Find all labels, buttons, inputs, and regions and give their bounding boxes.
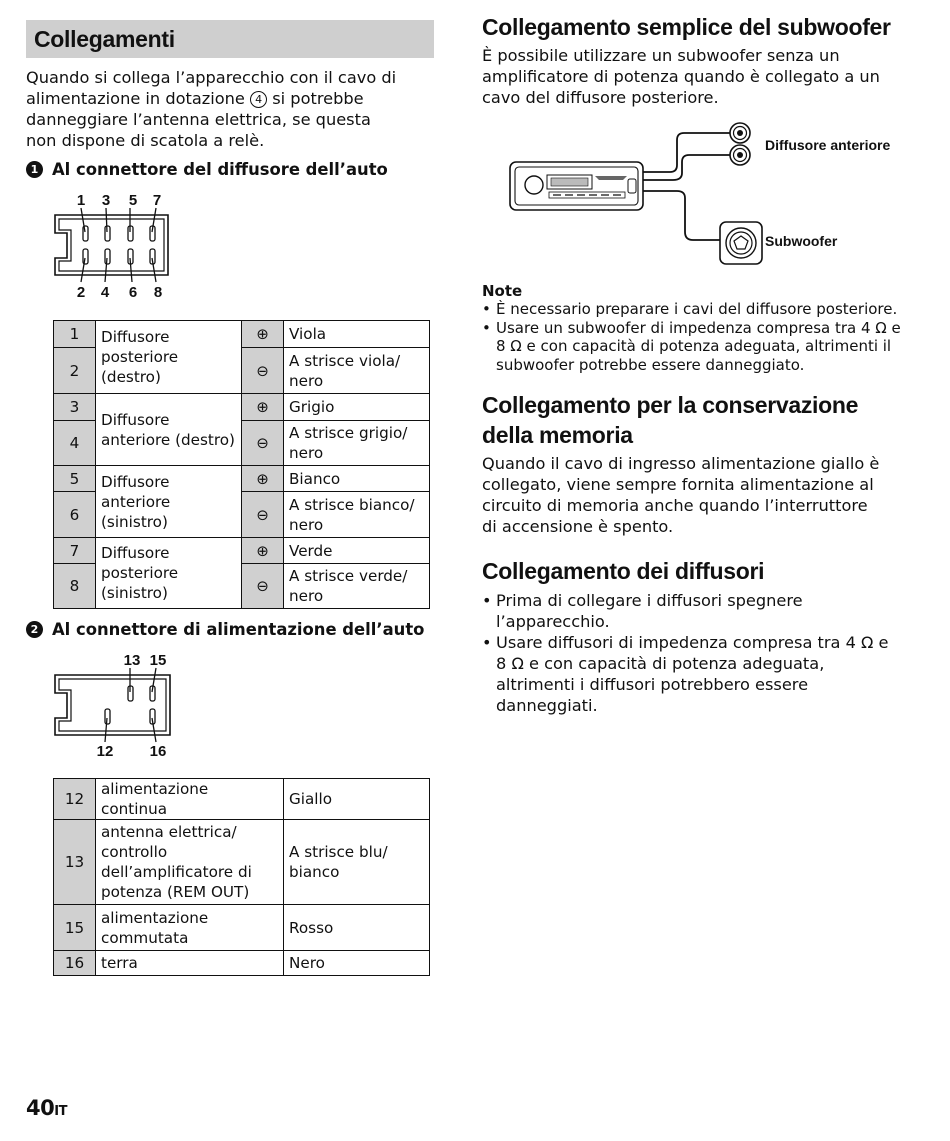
page-number-value: 40 <box>26 1096 55 1120</box>
pin-label-bottom-2: 4 <box>100 284 110 301</box>
speaker-wiring-table <box>53 320 430 609</box>
pin-cell: 3 <box>54 394 96 421</box>
table-row <box>54 820 430 905</box>
pin-label-bottom-4: 8 <box>153 284 163 301</box>
memory-section <box>482 390 902 537</box>
notes-section <box>482 282 902 374</box>
memory-paragraph: Quando il cavo di ingresso alimentazione giallo è collegato, viene sempre fornita alimentazione al circuito di memoria anche quando l’interruttore di accensione è spento. <box>482 454 880 536</box>
wire-color-cell: Nero <box>284 951 430 976</box>
front-speaker-label: Diffusore anteriore <box>765 137 891 153</box>
speakers-section <box>482 556 902 716</box>
pin-label-top-2: 15 <box>149 652 167 669</box>
pin-label-top-2: 3 <box>101 192 111 209</box>
connector-body <box>55 215 168 275</box>
intro-text-after: si potrebbe danneggiare l’antenna elettrica, se questa non dispone di scatola a relè. <box>26 89 371 150</box>
step-marker-1: 1 <box>26 161 43 178</box>
subwoofer-box <box>720 222 762 264</box>
intro-paragraph <box>26 67 406 151</box>
minus-symbol: ⊖ <box>242 348 284 394</box>
function-cell: alimentazione continua <box>96 779 284 820</box>
step-marker-2: 2 <box>26 621 43 638</box>
list-item: • Prima di collegare i diffusori spegnere l’apparecchio. <box>482 590 902 632</box>
table-row <box>54 394 430 421</box>
pin-label-bottom-3: 6 <box>128 284 138 301</box>
function-cell: antenna elettrica/ controllo dell’amplificatore di potenza (REM OUT) <box>96 820 284 905</box>
pin-label-top-1: 13 <box>123 652 141 669</box>
table-row <box>54 905 430 951</box>
intro-text-before: Quando si collega l’apparecchio con il cavo di alimentazione in dotazione <box>26 68 397 108</box>
wire-color-cell: Verde <box>284 538 430 564</box>
table-row <box>54 466 430 492</box>
wire-color-cell: Giallo <box>284 779 430 820</box>
power-connector-diagram <box>50 648 190 763</box>
minus-symbol: ⊖ <box>242 564 284 609</box>
plus-symbol: ⊕ <box>242 394 284 421</box>
pin-cell: 15 <box>54 905 96 951</box>
pin-cell: 16 <box>54 951 96 976</box>
wire-color-cell: Viola <box>284 321 430 348</box>
subwoofer-heading: Collegamento semplice del subwoofer <box>482 14 891 40</box>
wire-color-cell: Rosso <box>284 905 430 951</box>
speakers-list <box>482 590 902 716</box>
pin-cell: 5 <box>54 466 96 492</box>
pin-cell: 2 <box>54 348 96 394</box>
wire-color-cell: A strisce bianco/ nero <box>284 492 430 538</box>
pin-label-top-1: 1 <box>76 192 86 209</box>
speaker-name-cell: Diffusore posteriore (destro) <box>96 321 242 394</box>
wire-color-cell: Bianco <box>284 466 430 492</box>
plus-symbol: ⊕ <box>242 321 284 348</box>
function-cell: alimentazione commutata <box>96 905 284 951</box>
speakers-heading: Collegamento dei diffusori <box>482 558 765 584</box>
pin-cell: 12 <box>54 779 96 820</box>
pin-cell: 8 <box>54 564 96 609</box>
wiring-lines <box>643 133 732 240</box>
page-number <box>26 1096 67 1120</box>
front-speaker-jacks <box>730 123 750 165</box>
list-item: • Usare diffusori di impedenza compresa tra 4 Ω e 8 Ω e con capacità di potenza adeguata, altrimenti i diffusori potrebbero essere danneggiati. <box>482 632 902 716</box>
speaker-name-cell: Diffusore anteriore (sinistro) <box>96 466 242 538</box>
table-row <box>54 779 430 820</box>
power-connector-heading <box>26 620 424 639</box>
section-title: Collegamenti <box>26 20 434 58</box>
speaker-name-cell: Diffusore anteriore (destro) <box>96 394 242 466</box>
table-row <box>54 951 430 976</box>
page-language-suffix: IT <box>54 1104 67 1119</box>
subwoofer-paragraph: È possibile utilizzare un subwoofer senza un amplificatore di potenza quando è collegato a un cavo del diffusore posteriore. <box>482 46 880 107</box>
function-cell: terra <box>96 951 284 976</box>
wire-color-cell: A strisce viola/ nero <box>284 348 430 394</box>
pin-label-top-4: 7 <box>152 192 162 209</box>
pin-label-bottom-2: 16 <box>149 743 167 760</box>
speaker-connector-heading-text: Al connettore del diffusore dell’auto <box>52 160 388 179</box>
notes-title: Note <box>482 282 523 300</box>
pin-label-bottom-1: 12 <box>96 743 114 760</box>
wire-color-cell: A strisce grigio/ nero <box>284 421 430 466</box>
memory-heading: Collegamento per la conservazione della memoria <box>482 392 859 448</box>
speaker-connector-diagram <box>50 188 220 303</box>
plus-symbol: ⊕ <box>242 466 284 492</box>
pin-cell: 1 <box>54 321 96 348</box>
pin-cell: 4 <box>54 421 96 466</box>
wire-color-cell: Grigio <box>284 394 430 421</box>
minus-symbol: ⊖ <box>242 421 284 466</box>
subwoofer-label: Subwoofer <box>765 233 838 249</box>
plus-symbol: ⊕ <box>242 538 284 564</box>
pin-label-top-3: 5 <box>128 192 138 209</box>
speaker-connector-heading <box>26 160 434 179</box>
speaker-name-cell: Diffusore posteriore (sinistro) <box>96 538 242 609</box>
list-item: • È necessario preparare i cavi del diffusore posteriore. <box>482 300 902 319</box>
notes-list <box>482 300 902 374</box>
minus-symbol: ⊖ <box>242 492 284 538</box>
left-column <box>26 20 434 179</box>
pin-cell: 13 <box>54 820 96 905</box>
power-connector-heading-text: Al connettore di alimentazione dell’auto <box>52 620 425 639</box>
pin-label-bottom-1: 2 <box>76 284 86 301</box>
circled-reference: 4 <box>250 91 267 108</box>
right-column <box>482 12 902 108</box>
car-stereo-unit <box>510 162 643 210</box>
pin-cell: 6 <box>54 492 96 538</box>
subwoofer-diagram <box>505 122 905 267</box>
table-row <box>54 538 430 564</box>
wire-color-cell: A strisce blu/ bianco <box>284 820 430 905</box>
pin-cell: 7 <box>54 538 96 564</box>
wire-color-cell: A strisce verde/ nero <box>284 564 430 609</box>
power-wiring-table <box>53 778 430 976</box>
table-row <box>54 321 430 348</box>
list-item: • Usare un subwoofer di impedenza compresa tra 4 Ω e 8 Ω e con capacità di potenza adeguata, altrimenti il subwoofer potrebbe essere danneggiato. <box>482 319 902 375</box>
